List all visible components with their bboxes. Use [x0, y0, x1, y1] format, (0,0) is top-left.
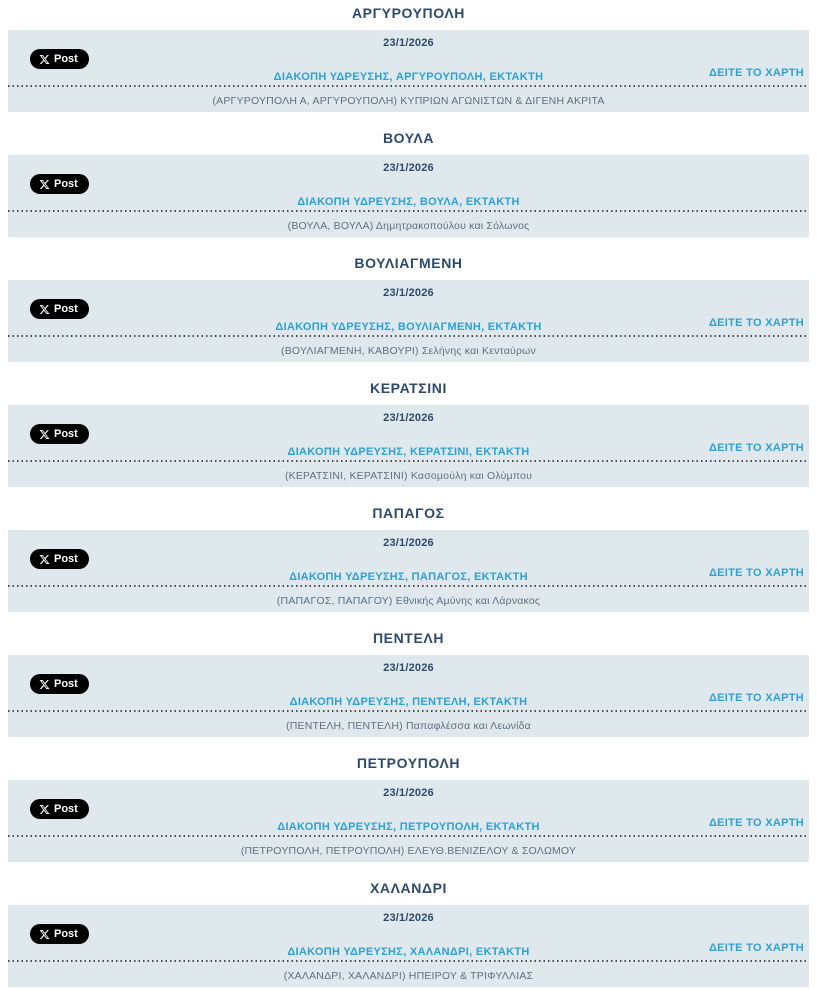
area-title: ΚΕΡΑΤΣΙΝΙ	[370, 380, 447, 396]
dotted-divider	[8, 460, 809, 462]
link-row	[8, 317, 809, 333]
dotted-divider	[8, 210, 809, 212]
outage-date: 23/1/2026	[383, 412, 434, 424]
outage-description: (ΒΟΥΛΙΑΓΜΕΝΗ, ΚΑΒΟΥΡΙ) Σελήνης και Κενταύρων	[281, 345, 536, 357]
outage-detail-link[interactable]: ΔΙΑΚΟΠΗ ΥΔΡΕΥΣΗΣ, ΠΕΤΡΟΥΠΟΛΗ, ΕΚΤΑΚΤΗ	[277, 821, 540, 833]
outage-card	[8, 30, 809, 112]
outage-detail-link[interactable]: ΔΙΑΚΟΠΗ ΥΔΡΕΥΣΗΣ, ΠΕΝΤΕΛΗ, ΕΚΤΑΚΤΗ	[289, 696, 528, 708]
link-row	[8, 692, 809, 708]
x-post-share-button[interactable]	[30, 549, 89, 569]
outage-date: 23/1/2026	[383, 787, 434, 799]
outage-detail-link[interactable]: ΔΙΑΚΟΠΗ ΥΔΡΕΥΣΗΣ, ΚΕΡΑΤΣΙΝΙ, ΕΚΤΑΚΤΗ	[287, 446, 530, 458]
x-logo-icon	[39, 804, 50, 815]
view-map-link[interactable]: ΔΕΙΤΕ ΤΟ ΧΑΡΤΗ	[708, 817, 804, 829]
x-logo-icon	[39, 929, 50, 940]
view-map-link[interactable]: ΔΕΙΤΕ ΤΟ ΧΑΡΤΗ	[708, 67, 804, 79]
x-post-share-button[interactable]	[30, 674, 89, 694]
x-post-share-button[interactable]	[30, 299, 89, 319]
area-title: ΑΡΓΥΡΟΥΠΟΛΗ	[351, 5, 466, 21]
view-map-link[interactable]: ΔΕΙΤΕ ΤΟ ΧΑΡΤΗ	[708, 317, 804, 329]
x-logo-icon	[39, 304, 50, 315]
area-title: ΠΕΤΡΟΥΠΟΛΗ	[356, 755, 461, 771]
x-post-share-button[interactable]	[30, 924, 89, 944]
x-post-share-button[interactable]	[30, 799, 89, 819]
outage-description: (ΠΕΝΤΕΛΗ, ΠΕΝΤΕΛΗ) Παπαφλέσσα και Λεωνίδα	[286, 720, 531, 732]
outage-card	[8, 155, 809, 237]
area-title: ΠΑΠΑΓΟΣ	[372, 505, 445, 521]
outage-date: 23/1/2026	[383, 662, 434, 674]
dotted-divider	[8, 835, 809, 837]
x-post-share-button[interactable]	[30, 174, 89, 194]
outage-card	[8, 530, 809, 612]
outage-card	[8, 905, 809, 987]
outage-description: (ΧΑΛΑΝΔΡΙ, ΧΑΛΑΝΔΡΙ) ΗΠΕΙΡΟΥ & ΤΡΙΦΥΛΛΙΑΣ	[283, 970, 534, 982]
outage-description: (ΑΡΓΥΡΟΥΠΟΛΗ Α, ΑΡΓΥΡΟΥΠΟΛΗ) ΚΥΠΡΙΩΝ ΑΓΩΝΙΣΤΩΝ & ΔΙΓΕΝΗ ΑΚΡΙΤΑ	[212, 95, 605, 107]
link-row	[8, 817, 809, 833]
outage-section	[0, 7, 817, 112]
area-title: ΧΑΛΑΝΔΡΙ	[369, 880, 448, 896]
outage-description: (ΚΕΡΑΤΣΙΝΙ, ΚΕΡΑΤΣΙΝΙ) Κασομούλη και Ολύμπου	[284, 470, 533, 482]
outage-date: 23/1/2026	[383, 37, 434, 49]
dotted-divider	[8, 585, 809, 587]
view-map-link[interactable]: ΔΕΙΤΕ ΤΟ ΧΑΡΤΗ	[708, 942, 804, 954]
x-post-label: Post	[54, 303, 78, 315]
area-title: ΒΟΥΛΑ	[382, 130, 435, 146]
link-row	[8, 192, 809, 208]
x-post-label: Post	[54, 428, 78, 440]
outage-description: (ΠΑΠΑΓΟΣ, ΠΑΠΑΓΟΥ) Εθνικής Αμύνης και Λάρνακος	[276, 595, 541, 607]
outage-date: 23/1/2026	[383, 287, 434, 299]
outage-description: (ΒΟΥΛΑ, ΒΟΥΛΑ) Δημητρακοπούλου και Σόλωνος	[287, 220, 530, 232]
link-row	[8, 442, 809, 458]
x-post-label: Post	[54, 803, 78, 815]
x-logo-icon	[39, 179, 50, 190]
x-logo-icon	[39, 429, 50, 440]
outage-announcements-list	[0, 7, 817, 987]
x-logo-icon	[39, 554, 50, 565]
link-row	[8, 942, 809, 958]
link-row	[8, 567, 809, 583]
outage-card	[8, 780, 809, 862]
dotted-divider	[8, 960, 809, 962]
view-map-link[interactable]: ΔΕΙΤΕ ΤΟ ΧΑΡΤΗ	[708, 567, 804, 579]
outage-detail-link[interactable]: ΔΙΑΚΟΠΗ ΥΔΡΕΥΣΗΣ, ΒΟΥΛΙΑΓΜΕΝΗ, ΕΚΤΑΚΤΗ	[275, 321, 542, 333]
outage-date: 23/1/2026	[383, 912, 434, 924]
outage-card	[8, 280, 809, 362]
area-title: ΠΕΝΤΕΛΗ	[372, 630, 445, 646]
outage-section	[0, 132, 817, 237]
outage-detail-link[interactable]: ΔΙΑΚΟΠΗ ΥΔΡΕΥΣΗΣ, ΠΑΠΑΓΟΣ, ΕΚΤΑΚΤΗ	[289, 571, 528, 583]
dotted-divider	[8, 85, 809, 87]
outage-section	[0, 882, 817, 987]
outage-card	[8, 405, 809, 487]
x-post-label: Post	[54, 928, 78, 940]
outage-section	[0, 257, 817, 362]
x-post-share-button[interactable]	[30, 424, 89, 444]
outage-detail-link[interactable]: ΔΙΑΚΟΠΗ ΥΔΡΕΥΣΗΣ, ΑΡΓΥΡΟΥΠΟΛΗ, ΕΚΤΑΚΤΗ	[273, 71, 544, 83]
outage-date: 23/1/2026	[383, 537, 434, 549]
view-map-link[interactable]: ΔΕΙΤΕ ΤΟ ΧΑΡΤΗ	[708, 442, 804, 454]
x-logo-icon	[39, 54, 50, 65]
outage-section	[0, 632, 817, 737]
outage-detail-link[interactable]: ΔΙΑΚΟΠΗ ΥΔΡΕΥΣΗΣ, ΧΑΛΑΝΔΡΙ, ΕΚΤΑΚΤΗ	[287, 946, 530, 958]
outage-date: 23/1/2026	[383, 162, 434, 174]
view-map-link[interactable]: ΔΕΙΤΕ ΤΟ ΧΑΡΤΗ	[708, 692, 804, 704]
x-post-share-button[interactable]	[30, 49, 89, 69]
outage-section	[0, 507, 817, 612]
area-title: ΒΟΥΛΙΑΓΜΕΝΗ	[354, 255, 463, 271]
x-post-label: Post	[54, 553, 78, 565]
outage-section	[0, 382, 817, 487]
x-post-label: Post	[54, 178, 78, 190]
outage-detail-link[interactable]: ΔΙΑΚΟΠΗ ΥΔΡΕΥΣΗΣ, ΒΟΥΛΑ, ΕΚΤΑΚΤΗ	[297, 196, 520, 208]
dotted-divider	[8, 335, 809, 337]
dotted-divider	[8, 710, 809, 712]
x-post-label: Post	[54, 53, 78, 65]
link-row	[8, 67, 809, 83]
outage-description: (ΠΕΤΡΟΥΠΟΛΗ, ΠΕΤΡΟΥΠΟΛΗ) ΕΛΕΥΘ.ΒΕΝΙΖΕΛΟΥ & ΣΟΛΩΜΟΥ	[240, 845, 577, 857]
outage-card	[8, 655, 809, 737]
x-logo-icon	[39, 679, 50, 690]
x-post-label: Post	[54, 678, 78, 690]
outage-section	[0, 757, 817, 862]
